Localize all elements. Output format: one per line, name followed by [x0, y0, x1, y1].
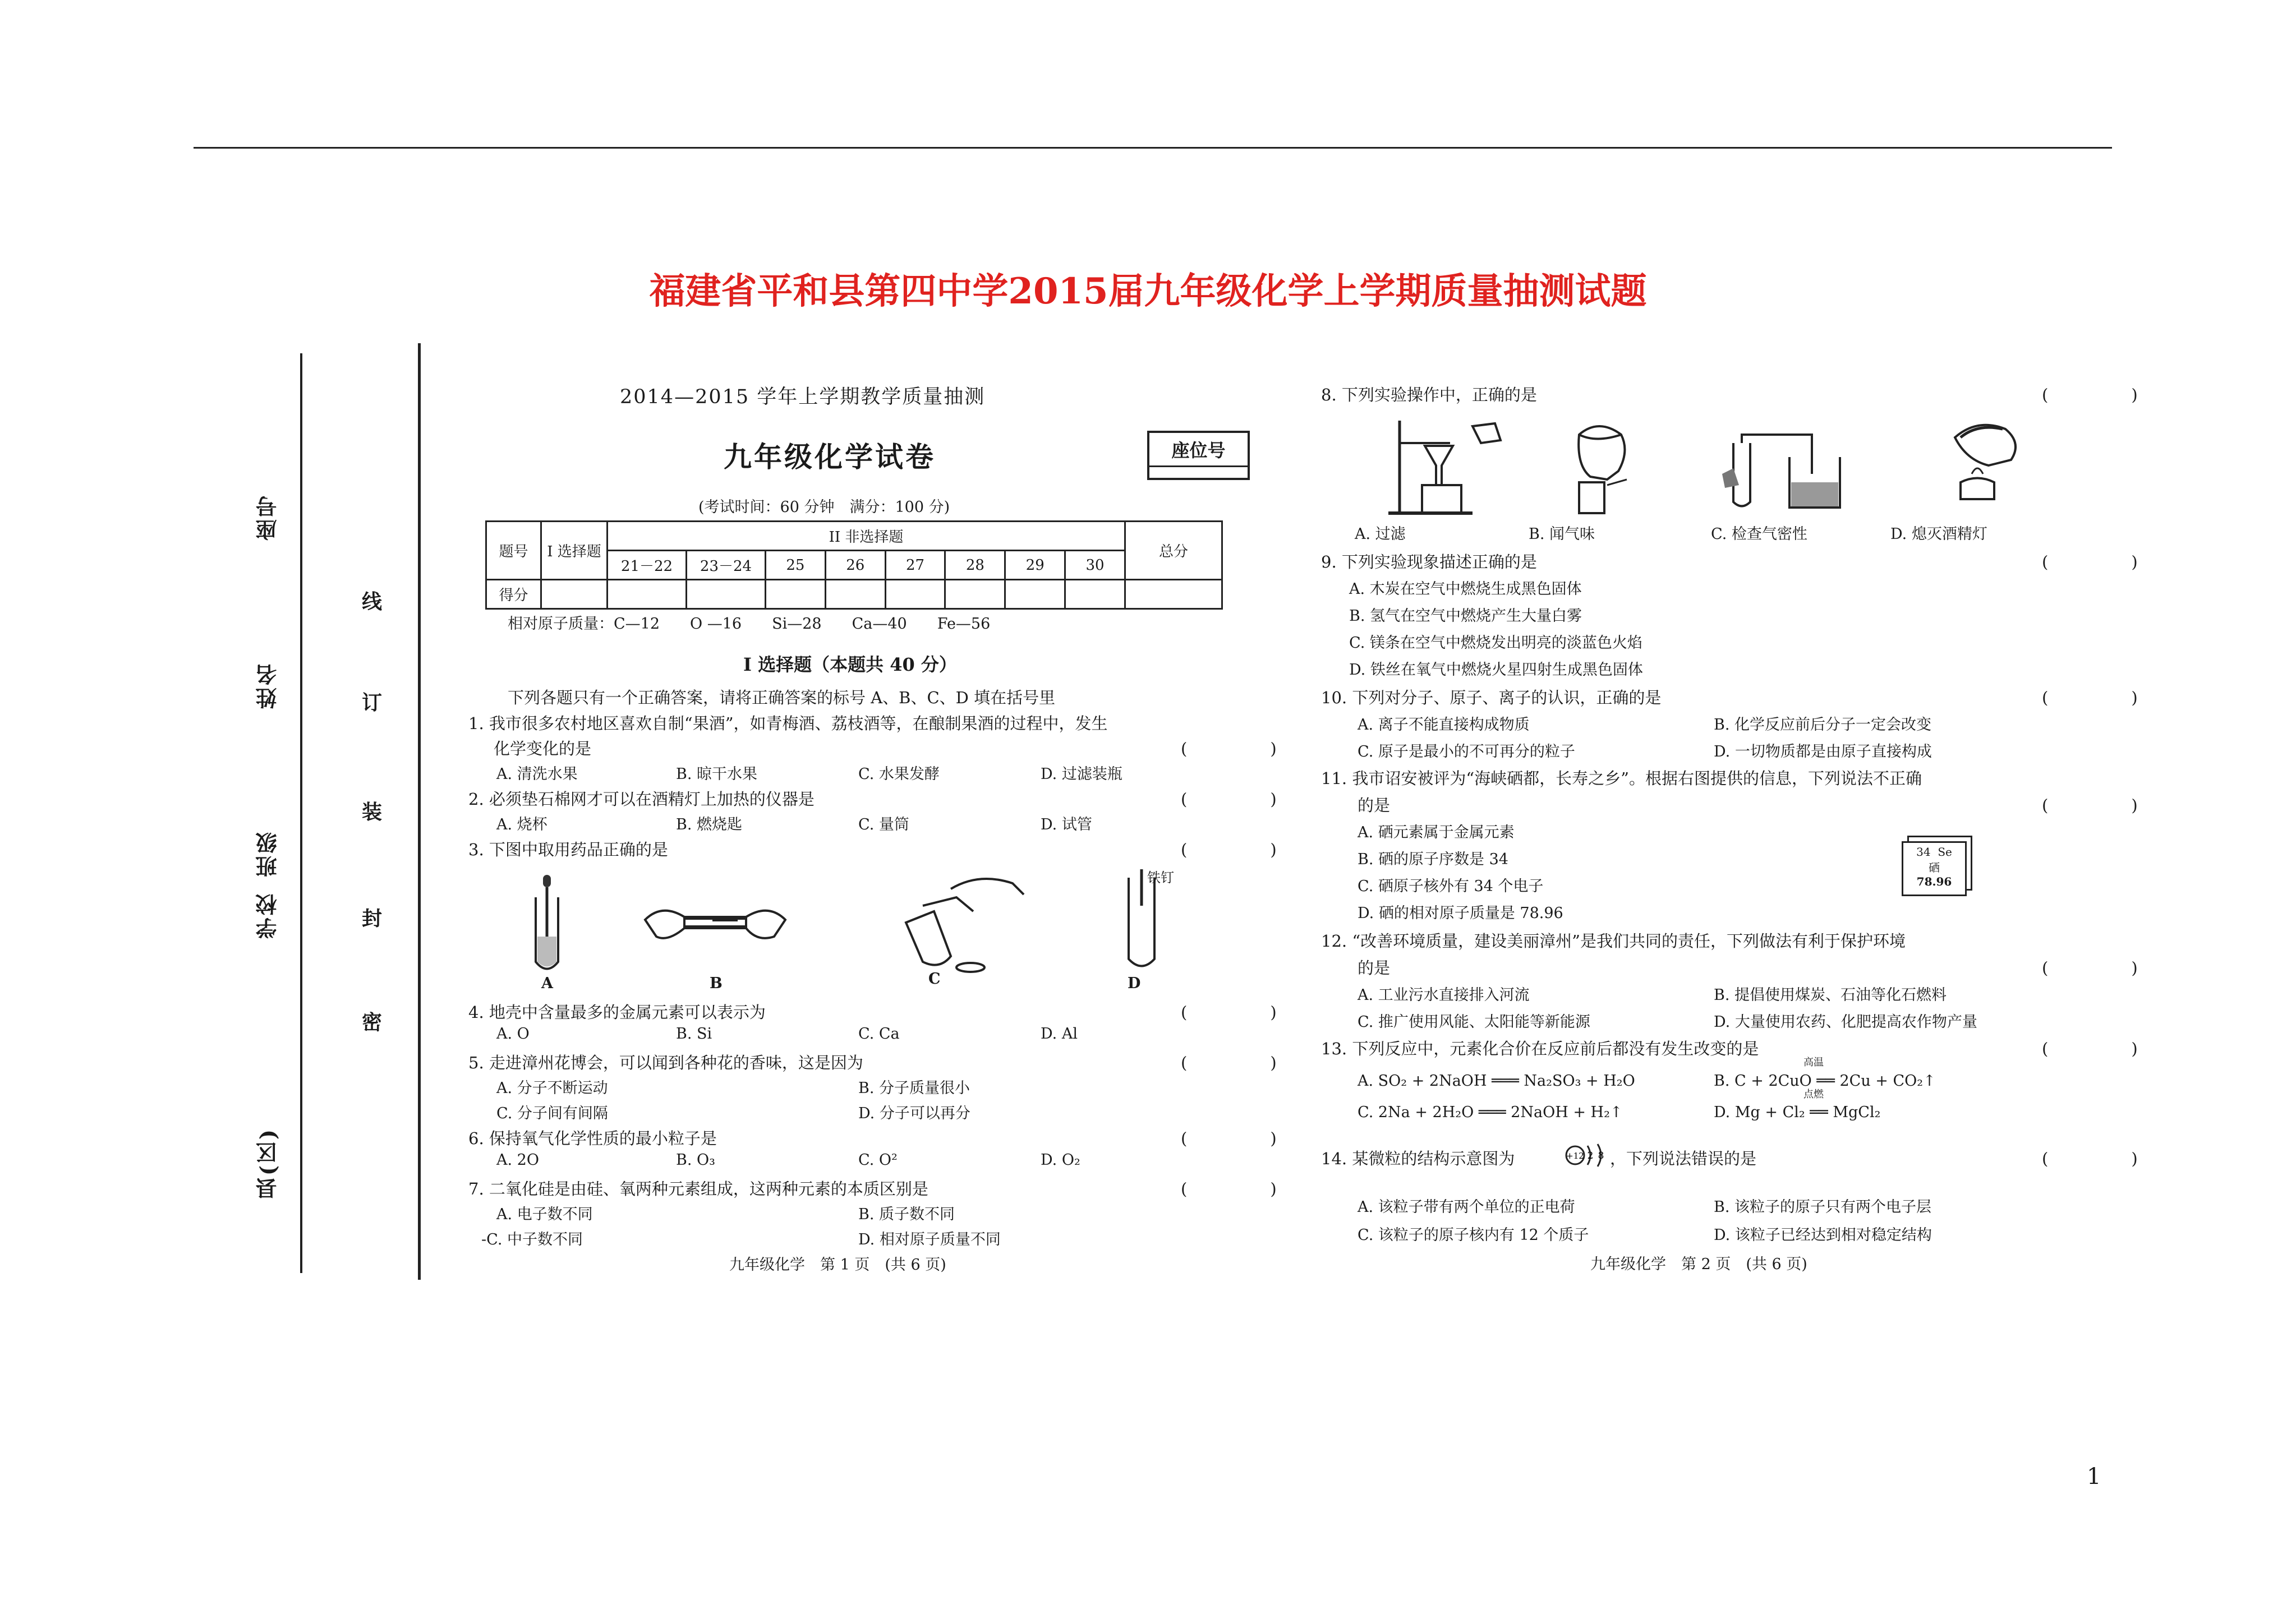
score-cell[interactable]	[608, 580, 687, 609]
table-col: 25	[766, 551, 826, 580]
q13-condition-d: 点燃	[1803, 1089, 1824, 1100]
q10-option-d: D. 一切物质都是由原子直接构成	[1714, 743, 1932, 760]
seal-char: 订	[362, 691, 383, 714]
q14-stem-tail: ，下列说法错误的是	[1610, 1149, 1757, 1168]
q1-option-b: B. 晾干水果	[676, 766, 758, 783]
q7-option-a: A. 电子数不同	[496, 1206, 593, 1223]
shell-2-electrons: 8	[1598, 1150, 1604, 1161]
answer-bracket[interactable]: ( )	[2042, 796, 2155, 815]
q13-option-b: B. C + 2CuO ══ 2Cu + CO₂↑	[1714, 1072, 1936, 1090]
q8-option-a: A. 过滤	[1355, 525, 1406, 543]
section1-instruction: 下列各题只有一个正确答案，请将正确答案的标号 A、B、C、D 填在括号里	[508, 688, 1056, 707]
q5-stem: 5. 走进漳州花博会，可以闻到各种花的香味，这是因为	[468, 1053, 863, 1072]
q10-option-a: A. 离子不能直接构成物质	[1358, 716, 1530, 734]
selenium-element-tile	[1902, 841, 1967, 896]
q8-option-b: B. 闻气味	[1529, 525, 1595, 543]
page-footer-2: 九年级化学 第 2 页 (共 6 页)	[1590, 1256, 1807, 1273]
exam-line: 2014—2015 学年上学期教学质量抽测	[620, 386, 986, 408]
page-number: 1	[2087, 1464, 2101, 1490]
q14-option-c: C. 该粒子的原子核内有 12 个质子	[1358, 1227, 1589, 1244]
q9-option-a: A. 木炭在空气中燃烧生成黑色固体	[1349, 580, 1582, 598]
q4-option-d: D. Al	[1041, 1025, 1078, 1043]
page-footer-1: 九年级化学 第 1 页 (共 6 页)	[729, 1256, 946, 1274]
se-number: 34	[1916, 845, 1931, 859]
q2-option-c: C. 量筒	[858, 816, 909, 833]
score-cell[interactable]	[945, 580, 1005, 609]
q5-option-b: B. 分子质量很小	[858, 1080, 970, 1097]
q1-option-d: D. 过滤装瓶	[1041, 766, 1122, 783]
field-seat-no: 座号	[255, 494, 280, 541]
table-col: 30	[1065, 551, 1125, 580]
q2-option-b: B. 燃烧匙	[676, 816, 743, 833]
answer-bracket[interactable]: ( )	[1181, 739, 1294, 758]
q6-stem: 6. 保持氧气化学性质的最小粒子是	[468, 1129, 717, 1148]
q6-option-d: D. O₂	[1041, 1151, 1080, 1169]
se-name: 硒	[1929, 861, 1940, 874]
nucleus-charge: +12	[1566, 1151, 1584, 1161]
q5-option-a: A. 分子不断运动	[496, 1080, 608, 1097]
table-col: 27	[885, 551, 945, 580]
answer-bracket[interactable]: ( )	[2042, 1039, 2155, 1058]
q7-option-c: -C. 中子数不同	[481, 1231, 583, 1248]
q3-label-b: B	[710, 975, 723, 992]
section1-title: I 选择题（本题共 40 分）	[743, 654, 957, 675]
q12-stem: 12. “改善环境质量，建设美丽漳州”是我们共同的责任，下列做法有利于保护环境	[1321, 932, 1906, 951]
q8-stem: 8. 下列实验操作中，正确的是	[1321, 385, 1537, 404]
q13-stem: 13. 下列反应中，元素化合价在反应前后都没有发生改变的是	[1321, 1039, 1759, 1058]
seat-label: 座位号	[1149, 433, 1248, 467]
pouring-reagent-drawing	[889, 872, 1029, 979]
q4-stem: 4. 地壳中含量最多的金属元素可以表示为	[468, 1003, 766, 1022]
q8-option-d: D. 熄灭酒精灯	[1890, 525, 1987, 543]
answer-bracket[interactable]: ( )	[2042, 1149, 2155, 1168]
q9-stem: 9. 下列实验现象描述正确的是	[1321, 552, 1537, 571]
q13-option-c: C. 2Na + 2H₂O ═══ 2NaOH + H₂↑	[1358, 1104, 1623, 1121]
answer-bracket[interactable]: ( )	[2042, 958, 2155, 978]
q5-option-c: C. 分子间有间隔	[496, 1105, 608, 1122]
q7-stem: 7. 二氧化硅是由硅、氧两种元素组成，这两种元素的本质区别是	[468, 1179, 928, 1198]
table-head-score: 得分	[486, 580, 541, 609]
top-rule	[194, 147, 2112, 149]
document-title: 福建省平和县第四中学2015届九年级化学上学期质量抽测试题	[649, 270, 1647, 312]
q14-stem: 14. 某微粒的结构示意图为	[1321, 1149, 1515, 1168]
q3-label-a: A	[541, 975, 553, 992]
q5-option-d: D. 分子可以再分	[858, 1105, 970, 1122]
q11-stem-cont: 的是	[1358, 796, 1391, 815]
seal-char: 装	[362, 800, 383, 824]
filtration-drawing	[1388, 421, 1517, 516]
q3-stem: 3. 下图中取用药品正确的是	[468, 840, 668, 859]
q4-option-b: B. Si	[676, 1025, 712, 1043]
ion-structure-diagram	[1565, 1141, 1610, 1169]
q4-option-a: A. O	[496, 1025, 530, 1043]
q2-option-d: D. 试管	[1041, 816, 1092, 833]
exam-title: 九年级化学试卷	[724, 440, 936, 473]
q8-option-c: C. 检查气密性	[1711, 525, 1807, 543]
table-head-sec1: I 选择题	[541, 522, 608, 580]
q2-stem: 2. 必须垫石棉网才可以在酒精灯上加热的仪器是	[468, 790, 815, 809]
atomic-mass-line: 相对原子质量：C—12 O —16 Si—28 Ca—40 Fe—56	[508, 615, 991, 633]
score-cell[interactable]	[541, 580, 608, 609]
q12-option-a: A. 工业污水直接排入河流	[1358, 986, 1530, 1004]
q12-option-c: C. 推广使用风能、太阳能等新能源	[1358, 1013, 1590, 1031]
table-col: 26	[825, 551, 885, 580]
q6-option-a: A. 2O	[496, 1151, 539, 1169]
q1-stem-cont: 化学变化的是	[494, 739, 592, 758]
answer-bracket[interactable]: ( )	[1181, 1179, 1294, 1198]
q6-option-c: C. O²	[858, 1151, 898, 1169]
q14-option-a: A. 该粒子带有两个单位的正电荷	[1358, 1198, 1575, 1216]
seal-char: 密	[362, 1011, 383, 1034]
dropper-test-tube-drawing	[527, 875, 572, 976]
score-cell[interactable]	[766, 580, 826, 609]
table-head-qno: 题号	[486, 522, 541, 580]
field-county: 县(区)	[255, 1127, 280, 1199]
seal-char: 线	[362, 590, 383, 614]
q9-option-c: C. 镁条在空气中燃烧发出明亮的淡蓝色火焰	[1349, 634, 1642, 652]
q1-option-c: C. 水果发酵	[858, 766, 940, 783]
score-cell[interactable]	[825, 580, 885, 609]
field-class: 班级	[255, 830, 280, 877]
se-symbol: Se	[1938, 845, 1952, 859]
table-col: 23－24	[687, 551, 766, 580]
table-col: 29	[1005, 551, 1065, 580]
q6-option-b: B. O₃	[676, 1151, 715, 1169]
q11-option-a: A. 硒元素属于金属元素	[1358, 824, 1515, 841]
answer-bracket[interactable]: ( )	[1181, 1003, 1294, 1022]
answer-bracket[interactable]: ( )	[1181, 1053, 1294, 1072]
q1-option-a: A. 清洗水果	[496, 766, 578, 783]
seat-box	[1147, 431, 1250, 480]
q3-label-d: D	[1128, 975, 1141, 992]
q3-label-c: C	[928, 970, 941, 988]
q10-option-c: C. 原子是最小的不可再分的粒子	[1358, 743, 1575, 760]
seal-char: 封	[362, 907, 383, 930]
extinguishing-lamp-drawing	[1927, 415, 2028, 513]
answer-bracket[interactable]: ( )	[2042, 688, 2155, 707]
answer-bracket[interactable]: ( )	[2042, 385, 2155, 404]
airtightness-check-drawing	[1722, 435, 1851, 513]
table-head-sec2: II 非选择题	[608, 522, 1125, 551]
answer-bracket[interactable]: ( )	[1181, 1129, 1294, 1148]
q2-option-a: A. 烧杯	[496, 816, 547, 833]
hands-test-tube-drawing	[645, 903, 785, 948]
score-cell[interactable]	[1005, 580, 1065, 609]
q4-option-c: C. Ca	[858, 1025, 900, 1043]
q12-stem-cont: 的是	[1358, 958, 1391, 978]
score-cell[interactable]	[687, 580, 766, 609]
field-school: 学校	[255, 892, 280, 939]
field-name: 姓名	[255, 662, 280, 709]
q3-nail-label: 铁钉	[1147, 870, 1174, 886]
q11-stem: 11. 我市诏安被评为“海峡硒都，长寿之乡”。根据右图提供的信息，下列说法不正确	[1321, 769, 1922, 788]
q10-option-b: B. 化学反应前后分子一定会改变	[1714, 716, 1932, 734]
q10-stem: 10. 下列对分子、原子、离子的认识，正确的是	[1321, 688, 1662, 707]
q12-option-d: D. 大量使用农药、化肥提高农作物产量	[1714, 1013, 1977, 1031]
q14-option-b: B. 该粒子的原子只有两个电子层	[1714, 1198, 1932, 1216]
answer-bracket[interactable]: ( )	[1181, 790, 1294, 809]
q13-condition-b: 高温	[1803, 1057, 1824, 1068]
answer-bracket[interactable]: ( )	[2042, 552, 2155, 571]
exam-time-info: (考试时间：60 分钟 满分：100 分)	[698, 499, 950, 516]
smelling-drawing	[1557, 418, 1641, 516]
score-cell[interactable]	[885, 580, 945, 609]
q1-stem: 1. 我市很多农村地区喜欢自制“果酒”，如青梅酒、荔枝酒等，在酿制果酒的过程中，发生	[468, 714, 1108, 733]
score-cell[interactable]	[1065, 580, 1125, 609]
table-head-total: 总分	[1125, 522, 1222, 580]
score-table	[485, 520, 1223, 610]
q11-option-c: C. 硒原子核外有 34 个电子	[1358, 878, 1544, 895]
table-col: 28	[945, 551, 1005, 580]
shell-1-electrons: 2	[1587, 1150, 1594, 1161]
q13-option-a: A. SO₂ + 2NaOH ═══ Na₂SO₃ + H₂O	[1358, 1072, 1635, 1090]
score-cell[interactable]	[1125, 580, 1222, 609]
q9-option-d: D. 铁丝在氧气中燃烧火星四射生成黑色固体	[1349, 661, 1643, 679]
q9-option-b: B. 氢气在空气中燃烧产生大量白雾	[1349, 607, 1582, 625]
se-mass: 78.96	[1916, 875, 1952, 888]
q7-option-b: B. 质子数不同	[858, 1206, 955, 1223]
table-col: 21－22	[608, 551, 687, 580]
margin-rule	[300, 353, 302, 1273]
q13-option-d: D. Mg + Cl₂ ══ MgCl₂	[1714, 1104, 1881, 1121]
q14-option-d: D. 该粒子已经达到相对稳定结构	[1714, 1227, 1932, 1244]
q11-option-b: B. 硒的原子序数是 34	[1358, 851, 1508, 868]
q7-option-d: D. 相对原子质量不同	[858, 1231, 1001, 1248]
q11-option-d: D. 硒的相对原子质量是 78.96	[1358, 905, 1563, 922]
q12-option-b: B. 提倡使用煤炭、石油等化石燃料	[1714, 986, 1947, 1004]
binding-rule	[418, 343, 421, 1280]
answer-bracket[interactable]: ( )	[1181, 840, 1294, 859]
